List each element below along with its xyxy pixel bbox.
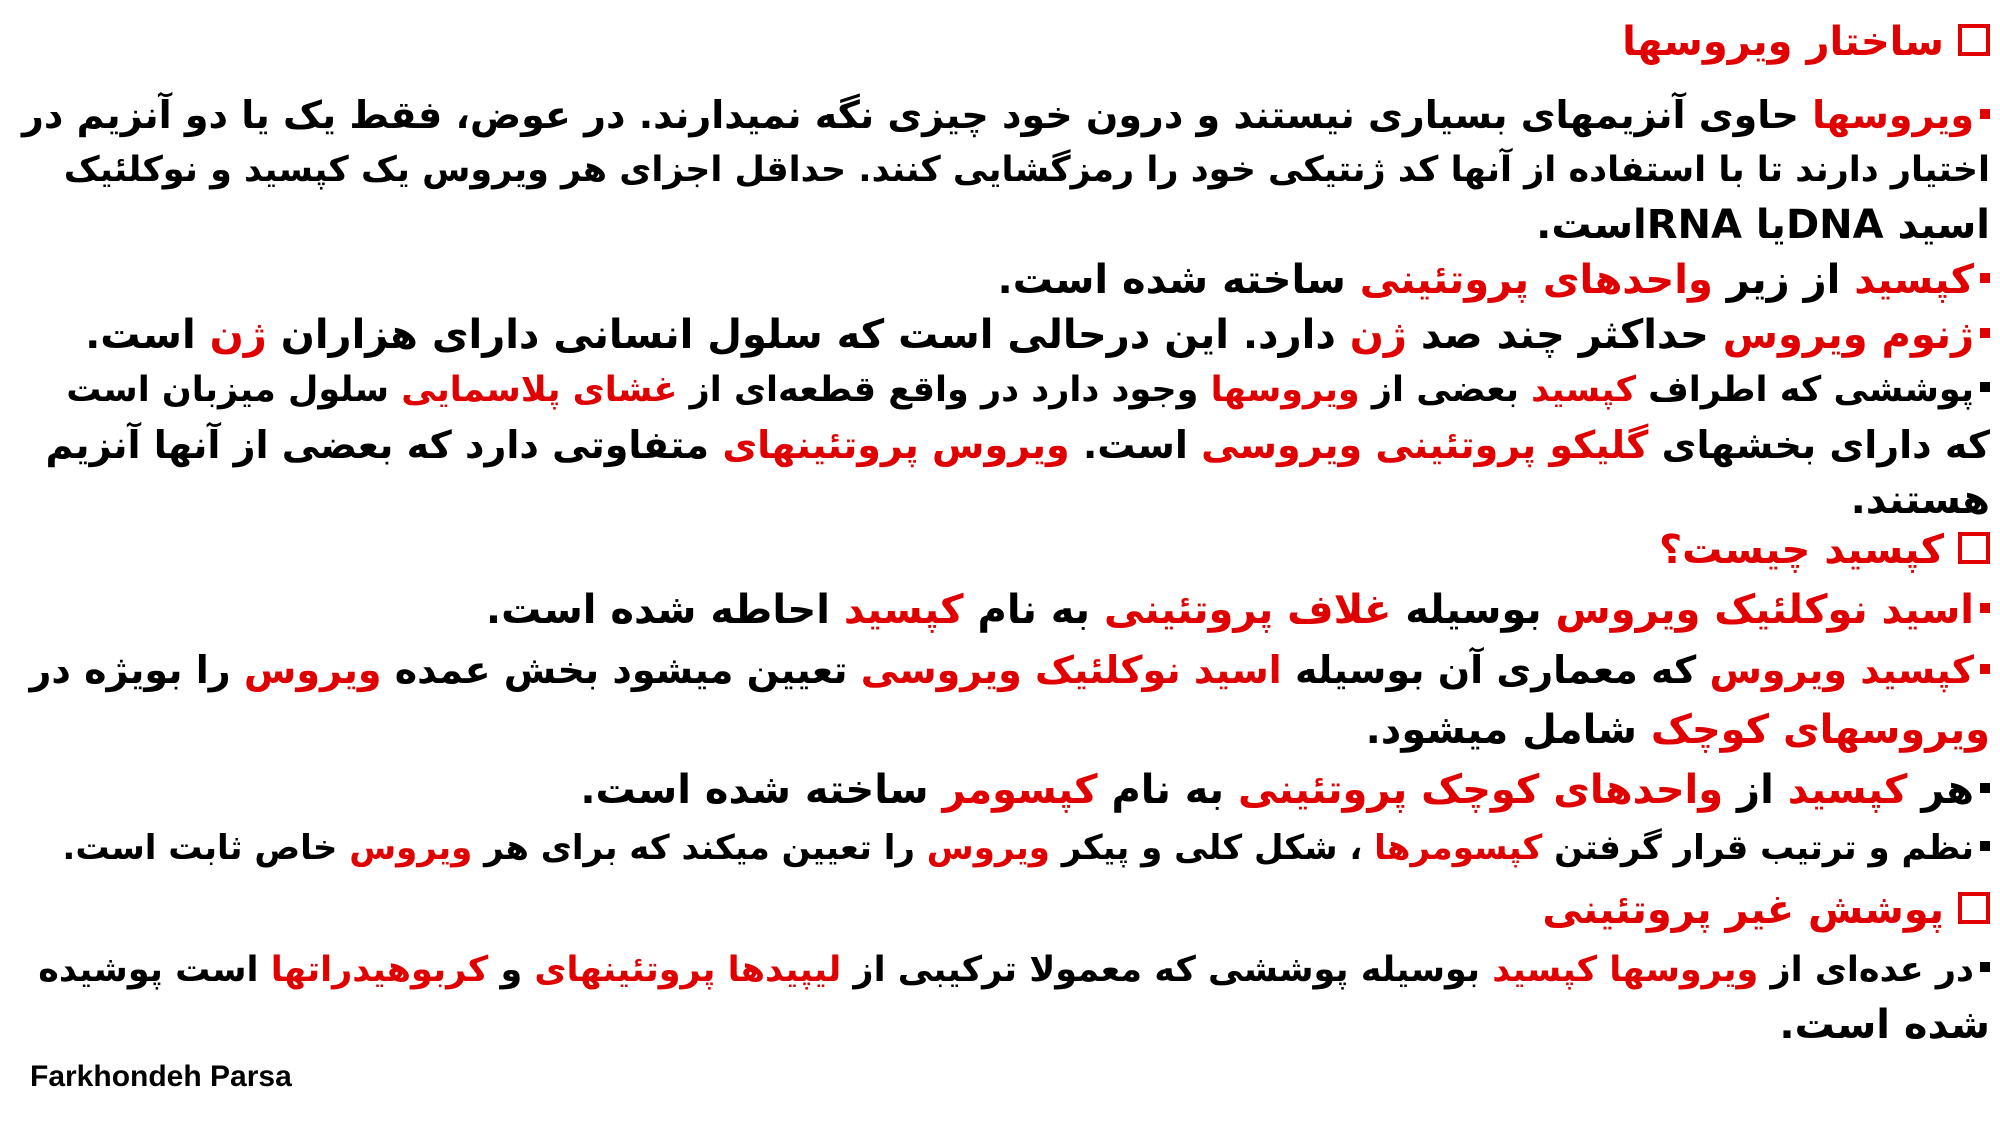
paragraph-line: ژنوم ویروس حداکثر چند صد ژن دارد. این درحالی است که سلول انسانی دارای هزاران ژن است.	[85, 305, 1990, 365]
paragraph-line: نظم و ترتیب قرار گرفتن کپسومرها ، شکل کلی و پیکر ویروس را تعیین میکند که برای هر ویروس خاص ثابت است.	[62, 818, 1990, 878]
paragraph-line: در عده‌ای از ویروسها کپسید بوسیله پوششی که معمولا ترکیبی از لیپیدها پروتئینهای و کربوهیدراتها است پوشیده	[38, 940, 1990, 1000]
section-heading-structure: ساختار ویروسها	[1622, 12, 1990, 72]
checkbox-icon	[1958, 532, 1990, 564]
bullet-icon	[1980, 273, 1990, 283]
paragraph-line: کپسید از زیر واحدهای پروتئینی ساخته شده است.	[998, 250, 1990, 310]
paragraph-line: اسید DNAیا RNAاست.	[1536, 202, 1990, 248]
bullet-icon	[1980, 109, 1990, 119]
bullet-icon	[1980, 841, 1990, 851]
section-heading-envelope: پوشش غیر پروتئینی	[1542, 880, 1990, 940]
bullet-icon	[1980, 603, 1990, 613]
bullet-icon	[1980, 664, 1990, 674]
paragraph-line: هستند.	[1850, 477, 1990, 523]
paragraph-line: کپسید ویروس که معماری آن بوسیله اسید نوکلئیک ویروسی تعیین میشود بخش عمده ویروس را بویژه در	[29, 640, 1990, 700]
paragraph-line: پوششی که اطراف کپسید بعضی از ویروسها وجود دارد در واقع قطعه‌ای از غشای پلاسمایی سلول میزبان است	[66, 360, 1990, 420]
section-heading-capsid: کپسید چیست؟	[1659, 520, 1990, 580]
bullet-icon	[1980, 962, 1990, 972]
bullet-icon	[1980, 783, 1990, 793]
bullet-icon	[1980, 382, 1990, 392]
paragraph-line: که دارای بخشهای گلیکو پروتئینی ویروسی است. ویروس پروتئینهای متفاوتی دارد که بعضی از آنها آنزیم	[45, 423, 1990, 467]
paragraph-line: اسید نوکلئیک ویروس بوسیله غلاف پروتئینی به نام کپسید احاطه شده است.	[486, 580, 1990, 640]
checkbox-icon	[1958, 24, 1990, 56]
author-footer: Farkhondeh Parsa	[30, 1060, 292, 1093]
paragraph-line: ویروسهای کوچک شامل میشود.	[1365, 707, 1990, 753]
bullet-icon	[1980, 328, 1990, 338]
paragraph-line: ویروسها حاوی آنزیمهای بسیاری نیستند و درون خود چیزی نگه نمیدارند. در عوض، فقط یک یا دو آنزیم در	[22, 85, 1990, 145]
paragraph-line: شده است.	[1779, 1002, 1990, 1048]
paragraph-line: هر کپسید از واحدهای کوچک پروتئینی به نام کپسومر ساخته شده است.	[580, 760, 1990, 820]
paragraph-line: اختیار دارند تا با استفاده از آنها کد ژنتیکی خود را رمزگشایی کنند. حداقل اجزای هر ویروس یک کپسید و نوکلئیک	[63, 150, 1990, 190]
checkbox-icon	[1958, 892, 1990, 924]
